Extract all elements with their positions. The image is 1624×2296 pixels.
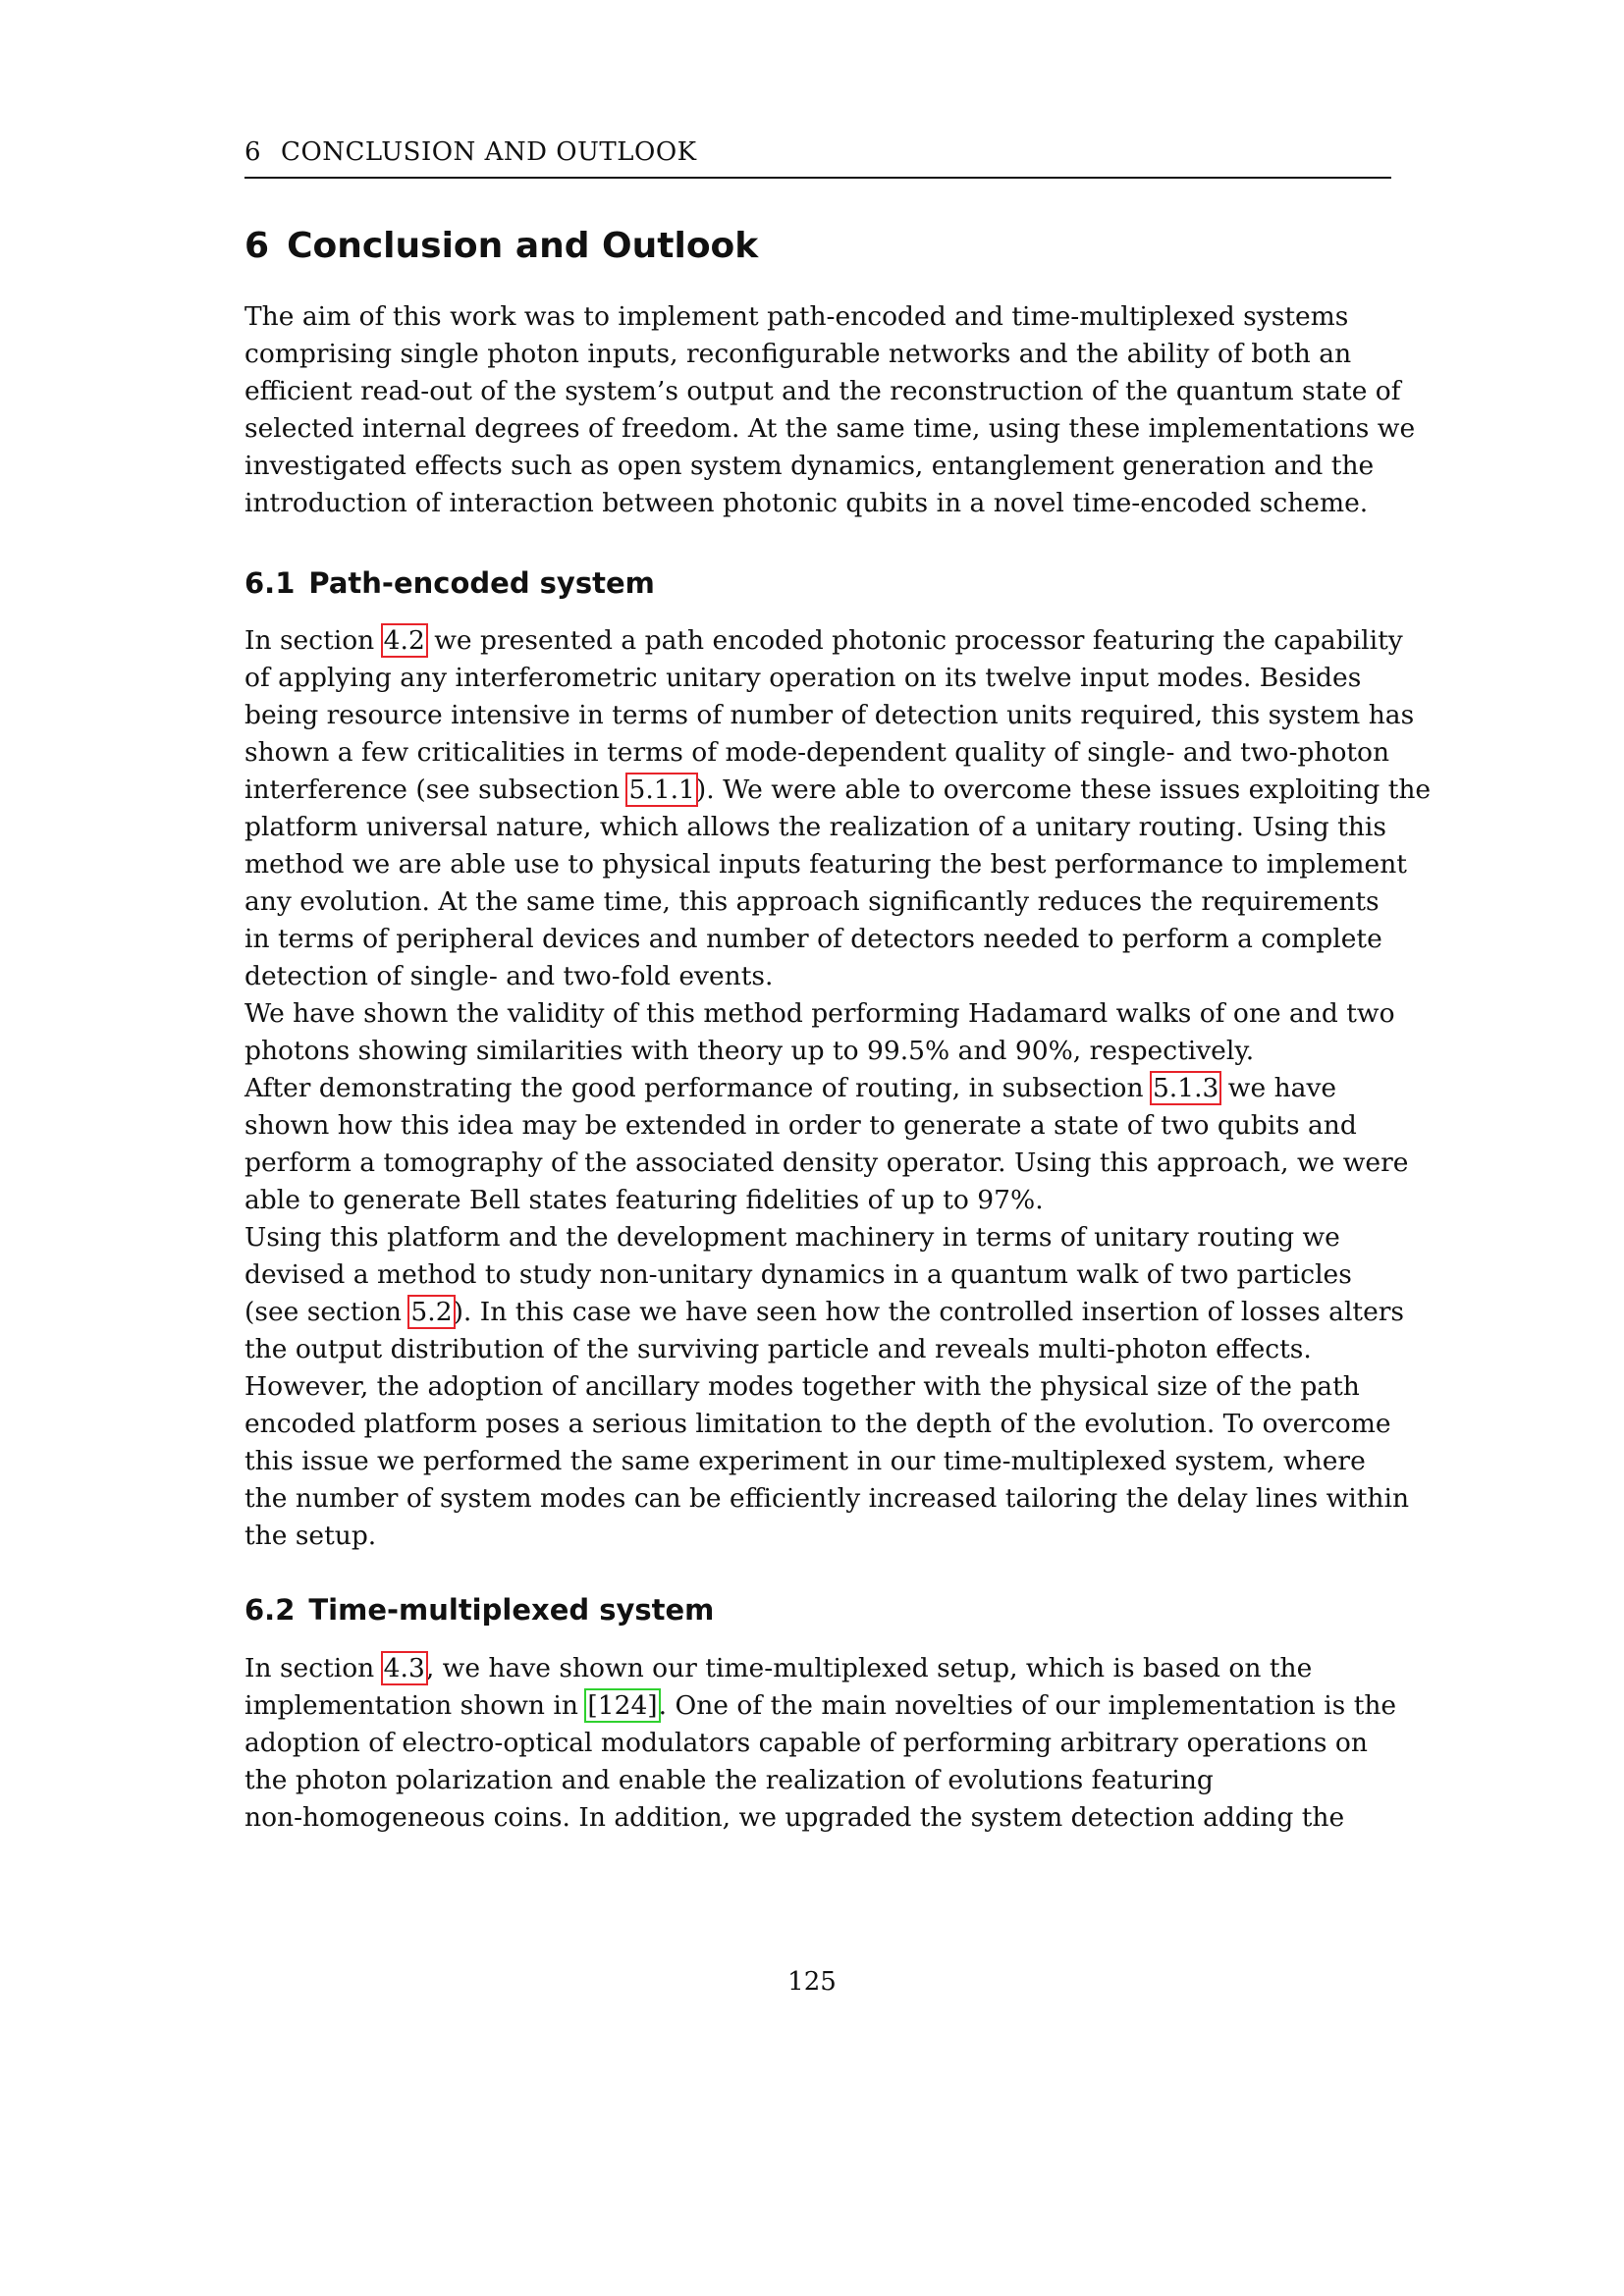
text-run: In section	[244, 625, 383, 656]
path-encoded-paragraph	[244, 622, 1432, 1555]
subsection-number: 6.1	[244, 566, 296, 600]
text-line	[244, 1294, 1405, 1331]
subsection-title: Time-multiplexed system	[308, 1593, 715, 1627]
text-line: the number of system modes can be efficiently increased tailoring the delay lines within	[244, 1483, 1410, 1514]
text-run: (see section	[244, 1297, 410, 1327]
section-ref-link[interactable]: 5.2	[410, 1297, 453, 1327]
running-header	[244, 135, 1391, 179]
text-line: of applying any interferometric unitary operation on its twelve input modes. Besides	[244, 663, 1362, 693]
text-line	[244, 1687, 1397, 1725]
subsection-heading-6-2	[244, 1590, 714, 1629]
text-line: encoded platform poses a serious limitation to the depth of the evolution. To overcome	[244, 1409, 1391, 1439]
time-multiplexed-paragraph	[244, 1650, 1397, 1837]
intro-line: selected internal degrees of freedom. At the same time, using these implementations we	[244, 413, 1416, 444]
text-line: the photon polarization and enable the realization of evolutions featuring	[244, 1765, 1214, 1795]
text-line: non-homogeneous coins. In addition, we upgraded the system detection adding the	[244, 1802, 1345, 1833]
text-line: Using this platform and the development machinery in terms of unitary routing we	[244, 1222, 1340, 1253]
text-run: After demonstrating the good performance of routing, in subsection	[244, 1073, 1152, 1103]
text-line: shown a few criticalities in terms of mode-dependent quality of single- and two-photon	[244, 737, 1390, 768]
text-run: , we have shown our time-multiplexed setup, which is based on the	[425, 1653, 1313, 1683]
text-line	[244, 1650, 1393, 1687]
text-run: . One of the main novelties of our implementation is the	[658, 1690, 1397, 1721]
text-line: this issue we performed the same experiment in our time-multiplexed system, where	[244, 1446, 1366, 1476]
subsection-heading-6-1	[244, 563, 655, 603]
text-line: being resource intensive in terms of number of detection units required, this system has	[244, 700, 1415, 730]
text-line: photons showing similarities with theory up to 99.5% and 90%, respectively.	[244, 1036, 1255, 1066]
text-run: In section	[244, 1653, 383, 1683]
chapter-heading	[244, 222, 758, 271]
section-ref-link[interactable]: 4.3	[383, 1653, 425, 1683]
text-line	[244, 622, 1403, 660]
text-run: implementation shown in	[244, 1690, 587, 1721]
text-line: in terms of peripheral devices and number of detectors needed to perform a complete	[244, 924, 1382, 954]
intro-line: investigated effects such as open system dynamics, entanglement generation and the	[244, 451, 1375, 481]
text-run: interference (see subsection	[244, 774, 628, 805]
text-line: perform a tomography of the associated density operator. Using this approach, we were	[244, 1148, 1409, 1178]
intro-line: introduction of interaction between photonic qubits in a novel time-encoded scheme.	[244, 488, 1369, 518]
text-line: We have shown the validity of this method performing Hadamard walks of one and two	[244, 998, 1395, 1029]
page-number: 125	[787, 1967, 837, 1997]
citation-link[interactable]: [124]	[587, 1690, 658, 1721]
subsection-title: Path-encoded system	[308, 566, 655, 600]
intro-line: comprising single photon inputs, reconfigurable networks and the ability of both an	[244, 339, 1352, 369]
text-run: ). In this case we have seen how the controlled insertion of losses alters	[453, 1297, 1405, 1327]
header-chapter-number: 6	[244, 137, 262, 167]
section-ref-link[interactable]: 4.2	[383, 625, 425, 656]
subsection-number: 6.2	[244, 1593, 296, 1627]
chapter-number: 6	[244, 226, 270, 266]
text-line: shown how this idea may be extended in order to generate a state of two qubits and	[244, 1110, 1357, 1141]
text-line: detection of single- and two-fold events.	[244, 961, 774, 991]
subsection-ref-link[interactable]: 5.1.3	[1152, 1073, 1219, 1103]
text-run: ). We were able to overcome these issues exploiting the	[695, 774, 1432, 805]
text-line	[244, 1070, 1393, 1107]
text-line: However, the adoption of ancillary modes together with the physical size of the path	[244, 1371, 1360, 1402]
intro-line: The aim of this work was to implement path-encoded and time-multiplexed systems	[244, 301, 1349, 332]
chapter-title: Conclusion and Outlook	[287, 226, 759, 266]
text-line: able to generate Bell states featuring fidelities of up to 97%.	[244, 1185, 1044, 1215]
text-line: any evolution. At the same time, this approach significantly reduces the requirements	[244, 886, 1380, 917]
text-line	[244, 772, 1432, 809]
text-line: devised a method to study non-unitary dynamics in a quantum walk of two particles	[244, 1259, 1352, 1290]
header-chapter-title: CONCLUSION AND OUTLOOK	[281, 137, 697, 167]
intro-paragraph	[244, 298, 1416, 522]
text-line: the output distribution of the surviving particle and reveals multi-photon effects.	[244, 1334, 1312, 1364]
text-run: we have	[1219, 1073, 1337, 1103]
intro-line: efficient read-out of the system’s output and the reconstruction of the quantum state of	[244, 376, 1401, 406]
text-run: we presented a path encoded photonic processor featuring the capability	[425, 625, 1403, 656]
text-line: method we are able use to physical inputs featuring the best performance to implement	[244, 849, 1407, 880]
subsection-ref-link[interactable]: 5.1.1	[628, 774, 695, 805]
text-line: the setup.	[244, 1521, 377, 1551]
text-line: adoption of electro-optical modulators capable of performing arbitrary operations on	[244, 1728, 1368, 1758]
text-line: platform universal nature, which allows the realization of a unitary routing. Using this	[244, 812, 1386, 842]
